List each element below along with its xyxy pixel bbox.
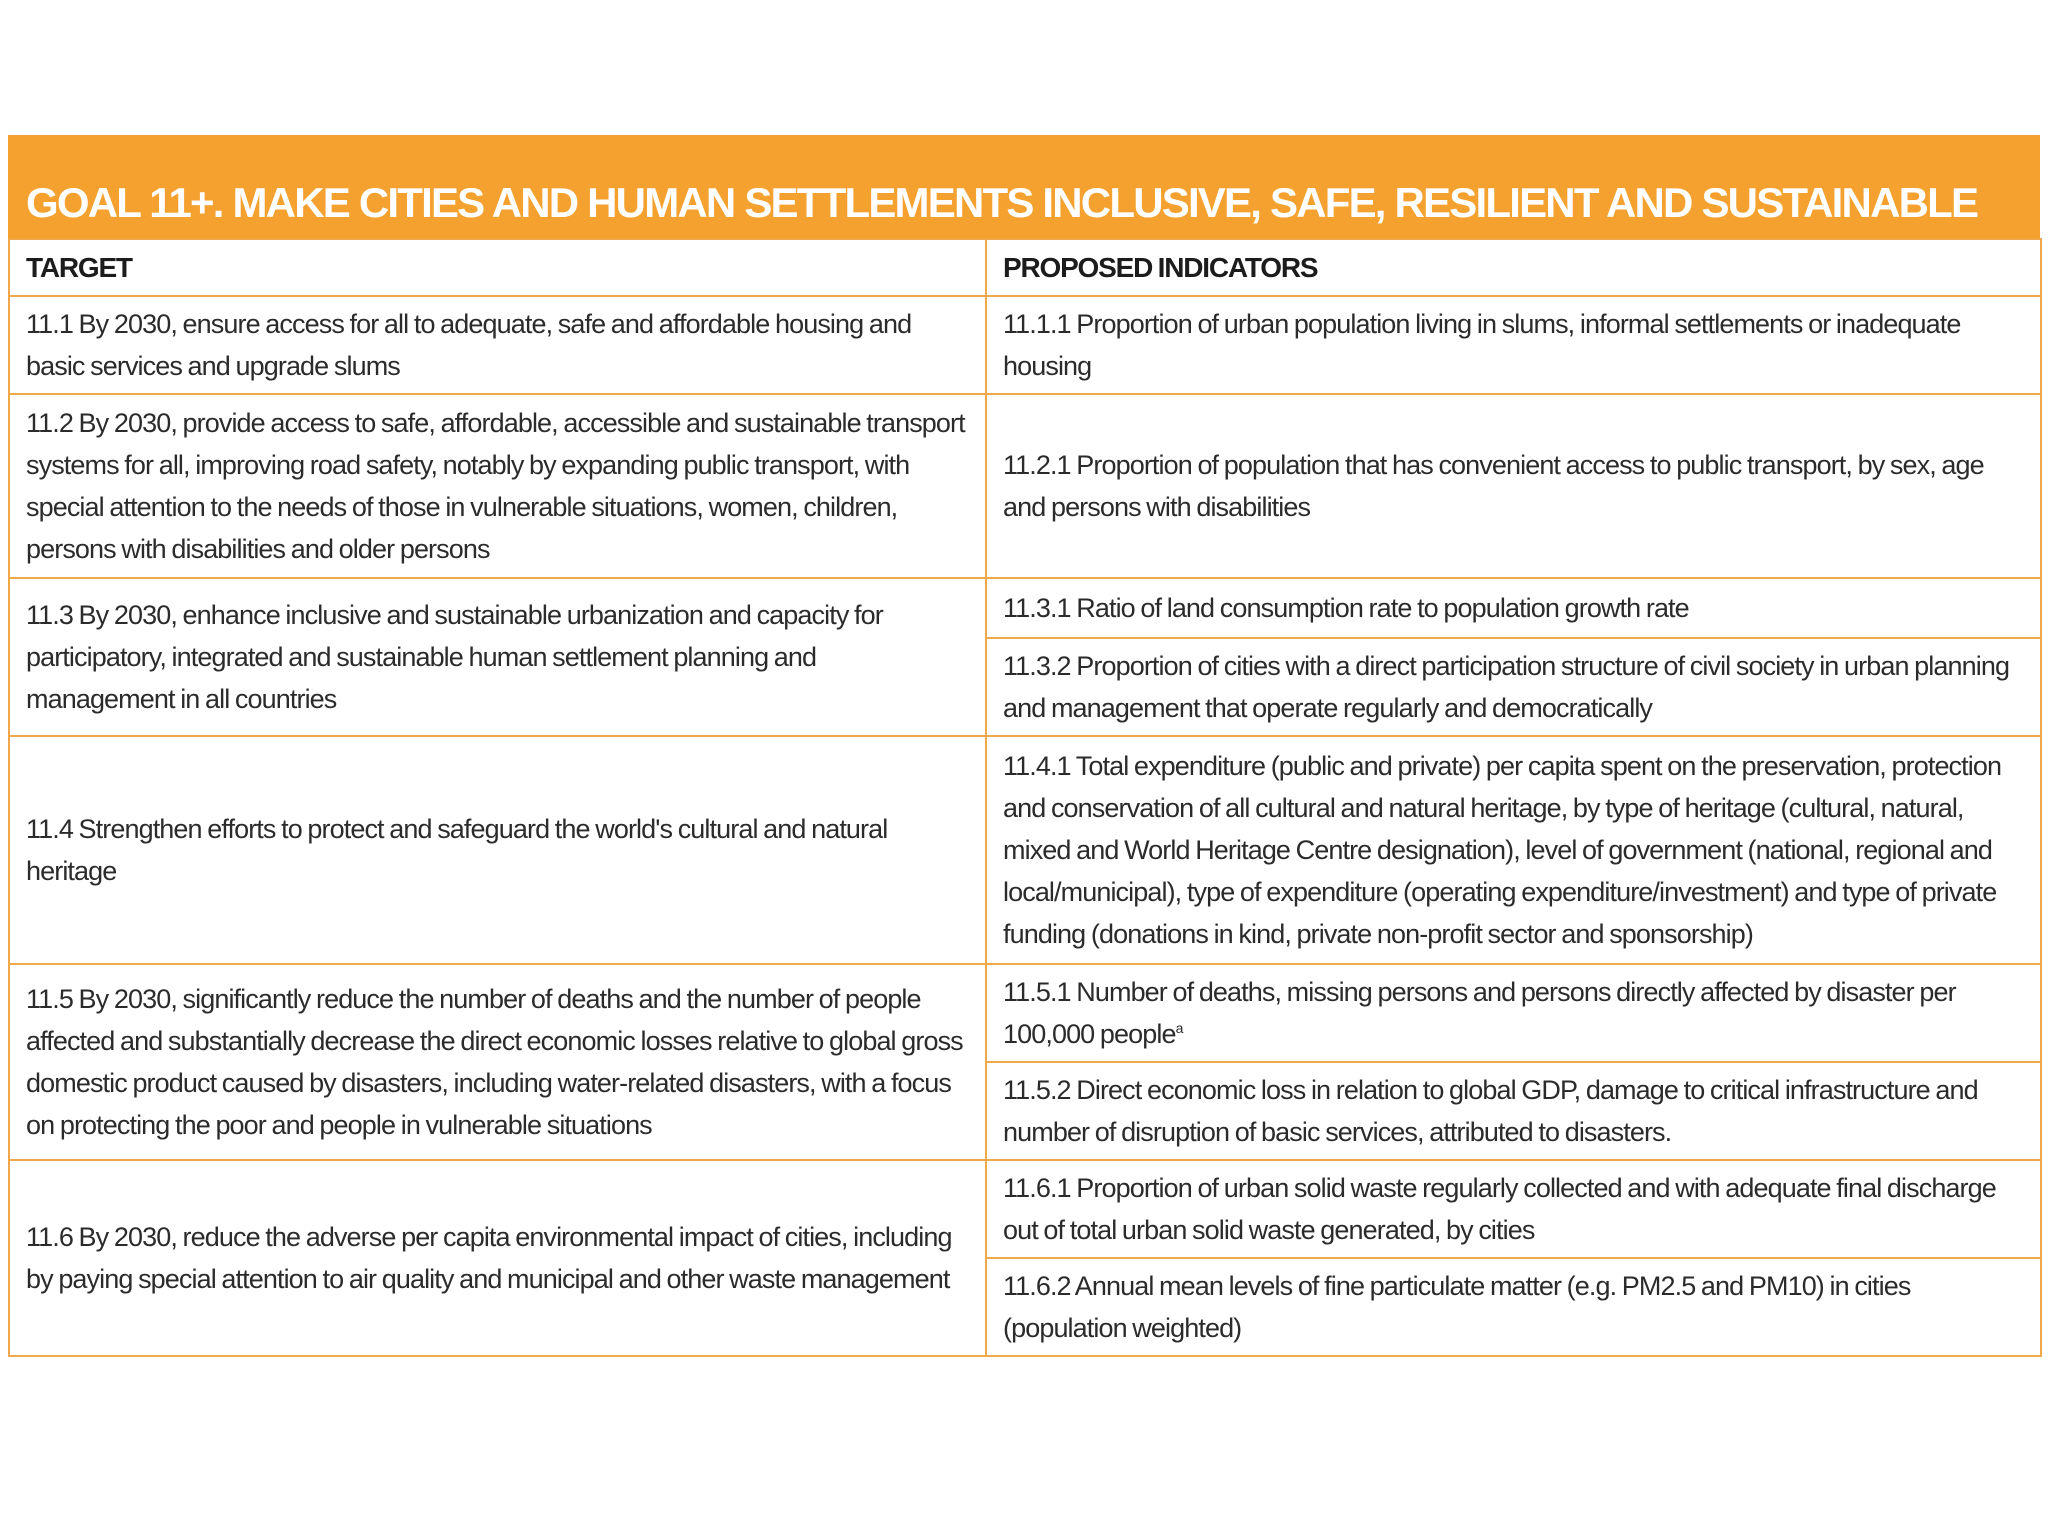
goal-banner bbox=[8, 135, 2040, 238]
target-11-4: 11.4 Strengthen efforts to protect and safeguard the world's cultural and natural heritage bbox=[9, 736, 986, 964]
table-row bbox=[9, 578, 2041, 638]
indicator-11-3-2: 11.3.2 Proportion of cities with a direct participation structure of civil society in urban planning and management that operate regularly and democratically bbox=[986, 638, 2041, 736]
table-row bbox=[9, 736, 2041, 964]
table-row bbox=[9, 296, 2041, 394]
indicator-11-6-1: 11.6.1 Proportion of urban solid waste regularly collected and with adequate final discharge out of total urban solid waste generated, by cities bbox=[986, 1160, 2041, 1258]
indicator-11-6-2: 11.6.2 Annual mean levels of fine particulate matter (e.g. PM2.5 and PM10) in cities (population weighted) bbox=[986, 1258, 2041, 1356]
goal-11-document bbox=[8, 135, 2040, 1357]
target-11-5: 11.5 By 2030, significantly reduce the number of deaths and the number of people affected and substantially decrease the direct economic losses relative to global gross domestic product caused by disasters, including water-related disasters, with a focus on protecting the poor and people in vulnerable situations bbox=[9, 964, 986, 1160]
targets-indicators-table bbox=[8, 238, 2042, 1357]
indicator-11-2-1: 11.2.1 Proportion of population that has convenient access to public transport, by sex, age and persons with disabilities bbox=[986, 394, 2041, 578]
target-11-3: 11.3 By 2030, enhance inclusive and sustainable urbanization and capacity for participatory, integrated and sustainable human settlement planning and management in all countries bbox=[9, 578, 986, 736]
indicator-11-3-1: 11.3.1 Ratio of land consumption rate to population growth rate bbox=[986, 578, 2041, 638]
footnote-mark: a bbox=[1175, 1020, 1183, 1036]
goal-title: GOAL 11+. MAKE CITIES AND HUMAN SETTLEMENTS INCLUSIVE, SAFE, RESILIENT AND SUSTAINABLE bbox=[26, 179, 1978, 226]
target-11-6: 11.6 By 2030, reduce the adverse per capita environmental impact of cities, including by paying special attention to air quality and municipal and other waste management bbox=[9, 1160, 986, 1356]
table-header-row bbox=[9, 239, 2041, 296]
indicator-11-5-2: 11.5.2 Direct economic loss in relation to global GDP, damage to critical infrastructure and number of disruption of basic services, attributed to disasters. bbox=[986, 1062, 2041, 1160]
target-column-header: TARGET bbox=[9, 239, 986, 296]
table-row bbox=[9, 1160, 2041, 1258]
target-11-1: 11.1 By 2030, ensure access for all to adequate, safe and affordable housing and basic services and upgrade slums bbox=[9, 296, 986, 394]
table-row bbox=[9, 964, 2041, 1062]
indicator-11-4-1: 11.4.1 Total expenditure (public and private) per capita spent on the preservation, protection and conservation of all cultural and natural heritage, by type of heritage (cultural, natural, mixed and World Heritage Centre designation), level of government (national, regional and local/municipal), type of expenditure (operating expenditure/investment) and type of private funding (donations in kind, private non-profit sector and sponsorship) bbox=[986, 736, 2041, 964]
target-11-2: 11.2 By 2030, provide access to safe, affordable, accessible and sustainable transport systems for all, improving road safety, notably by expanding public transport, with special attention to the needs of those in vulnerable situations, women, children, persons with disabilities and older persons bbox=[9, 394, 986, 578]
indicator-11-5-1 bbox=[986, 964, 2041, 1062]
indicator-11-1-1: 11.1.1 Proportion of urban population living in slums, informal settlements or inadequate housing bbox=[986, 296, 2041, 394]
indicators-column-header: PROPOSED INDICATORS bbox=[986, 239, 2041, 296]
indicator-11-5-1-text: 11.5.1 Number of deaths, missing persons and persons directly affected by disaster per 100,000 people bbox=[1003, 977, 1956, 1049]
table-row bbox=[9, 394, 2041, 578]
